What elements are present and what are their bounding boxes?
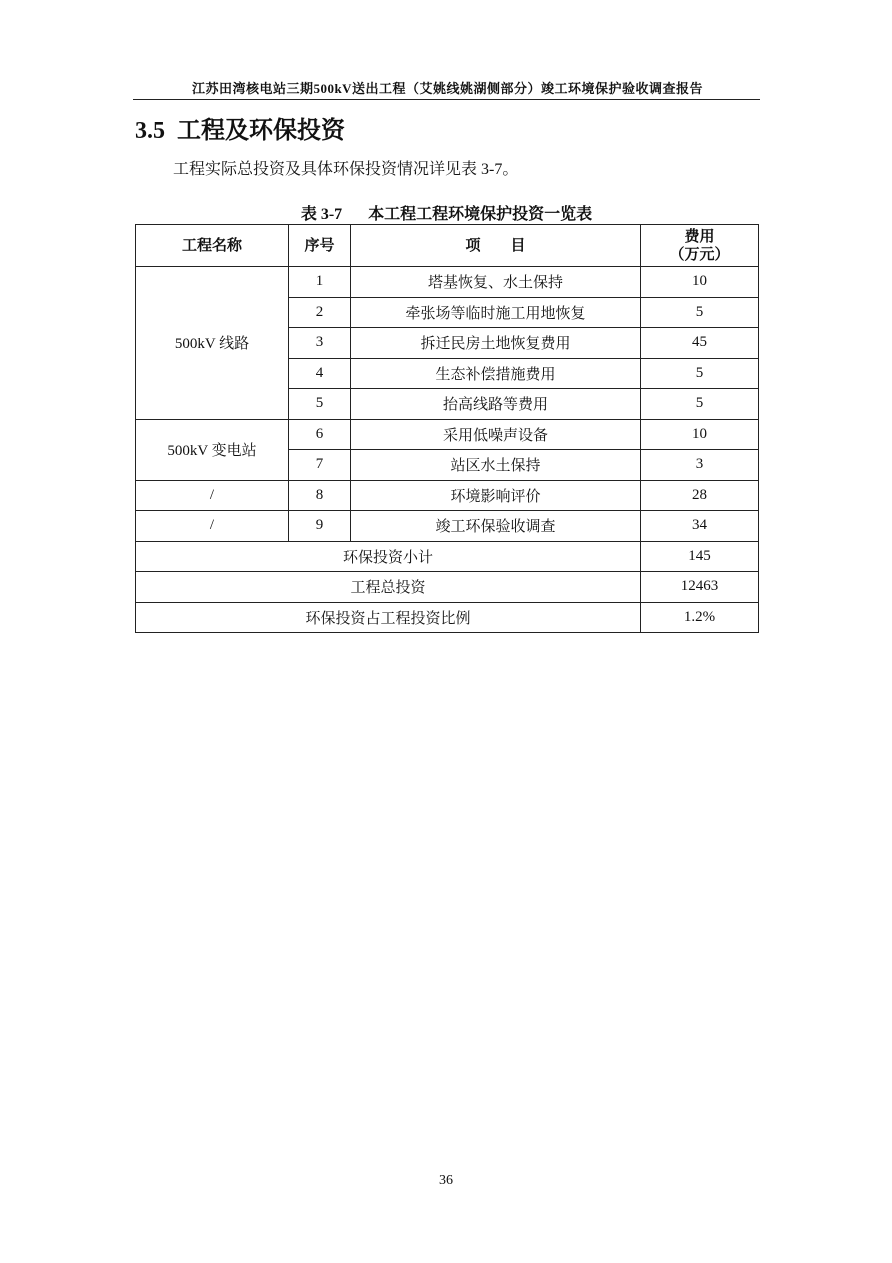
- row-item: 采用低噪声设备: [351, 419, 641, 450]
- row-cost: 5: [641, 389, 759, 420]
- row-seq: 5: [289, 389, 351, 420]
- row-cost: 5: [641, 297, 759, 328]
- row-cost: 10: [641, 419, 759, 450]
- page-number: 36: [439, 1173, 453, 1188]
- header-rule: [133, 99, 760, 100]
- header-cost-line2: （万元）: [669, 246, 730, 263]
- header-cost-line1: 费用: [684, 228, 715, 245]
- table-row: [136, 419, 759, 450]
- row-cost: 5: [641, 358, 759, 389]
- row-cost: 34: [641, 511, 759, 542]
- row-seq: 6: [289, 419, 351, 450]
- row-seq: 9: [289, 511, 351, 542]
- summary-value: 145: [641, 541, 759, 572]
- group-slash: /: [136, 480, 289, 511]
- header-cost: [641, 225, 759, 267]
- row-item: 生态补偿措施费用: [351, 358, 641, 389]
- row-cost: 45: [641, 328, 759, 359]
- group-slash: /: [136, 511, 289, 542]
- header-project-name: 工程名称: [136, 225, 289, 267]
- row-seq: 3: [289, 328, 351, 359]
- row-cost: 10: [641, 267, 759, 298]
- row-seq: 8: [289, 480, 351, 511]
- header-item: 项 目: [351, 225, 641, 267]
- summary-label: 环保投资占工程投资比例: [136, 602, 641, 633]
- row-cost: 3: [641, 450, 759, 481]
- table-header-row: [136, 225, 759, 267]
- running-header: 江苏田湾核电站三期500kV送出工程（艾姚线姚湖侧部分）竣工环境保护验收调查报告: [191, 81, 704, 96]
- group-substation: 500kV 变电站: [136, 419, 289, 480]
- summary-value: 1.2%: [641, 602, 759, 633]
- header-seq: 序号: [289, 225, 351, 267]
- row-item: 拆迁民房土地恢复费用: [351, 328, 641, 359]
- table-row: [136, 511, 759, 542]
- row-seq: 7: [289, 450, 351, 481]
- group-line: 500kV 线路: [136, 267, 289, 420]
- summary-row: [136, 572, 759, 603]
- row-item: 抬高线路等费用: [351, 389, 641, 420]
- section-heading: [135, 110, 345, 145]
- row-item: 塔基恢复、水土保持: [351, 267, 641, 298]
- summary-label: 工程总投资: [136, 572, 641, 603]
- intro-paragraph: 工程实际总投资及具体环保投资情况详见表 3-7。: [173, 161, 519, 178]
- row-item: 站区水土保持: [351, 450, 641, 481]
- investment-table: [135, 224, 759, 633]
- summary-row: [136, 602, 759, 633]
- table-row: [136, 267, 759, 298]
- summary-label: 环保投资小计: [136, 541, 641, 572]
- row-item: 竣工环保验收调查: [351, 511, 641, 542]
- table-caption: [135, 201, 758, 224]
- row-seq: 2: [289, 297, 351, 328]
- row-cost: 28: [641, 480, 759, 511]
- table-row: [136, 480, 759, 511]
- table-caption-number: 表 3-7: [300, 206, 343, 223]
- row-item: 牵张场等临时施工用地恢复: [351, 297, 641, 328]
- section-number: 3.5: [135, 118, 165, 144]
- row-seq: 1: [289, 267, 351, 298]
- row-seq: 4: [289, 358, 351, 389]
- table-caption-title: 本工程工程环境保护投资一览表: [368, 206, 593, 223]
- row-item: 环境影响评价: [351, 480, 641, 511]
- summary-value: 12463: [641, 572, 759, 603]
- section-title: 工程及环保投资: [177, 118, 345, 144]
- summary-row: [136, 541, 759, 572]
